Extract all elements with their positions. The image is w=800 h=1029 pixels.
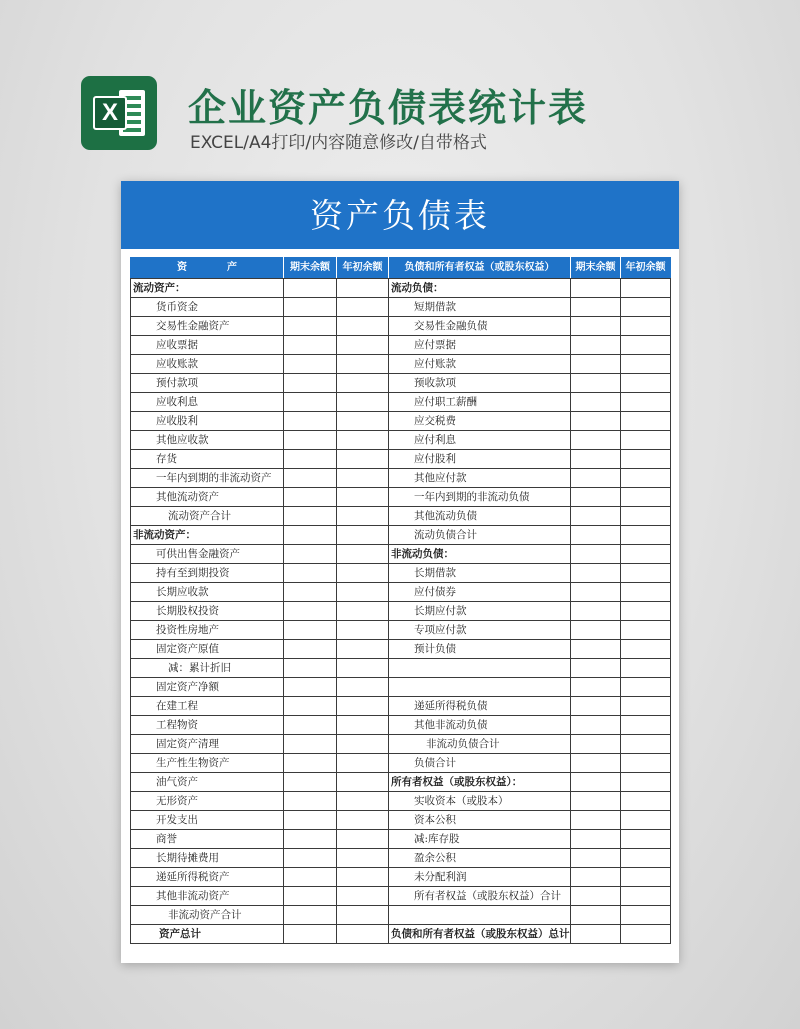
liability-opening-balance-cell[interactable]: [621, 545, 671, 564]
asset-ending-balance-cell[interactable]: [284, 754, 337, 773]
table-row: [131, 697, 671, 716]
table-row: [131, 811, 671, 830]
liability-item-cell[interactable]: 非流动负债：: [389, 545, 571, 564]
liability-opening-balance-cell[interactable]: [621, 526, 671, 545]
table-row: [131, 279, 671, 298]
asset-opening-balance-cell[interactable]: [337, 697, 389, 716]
liability-item-cell[interactable]: 减:库存股: [389, 830, 571, 849]
liability-ending-balance-cell[interactable]: [571, 659, 621, 678]
asset-opening-balance-cell[interactable]: [337, 507, 389, 526]
asset-opening-balance-cell[interactable]: [337, 336, 389, 355]
liability-opening-balance-cell[interactable]: [621, 925, 671, 944]
liability-ending-balance-cell[interactable]: [571, 488, 621, 507]
asset-ending-balance-cell[interactable]: [284, 602, 337, 621]
asset-opening-balance-cell[interactable]: [337, 811, 389, 830]
liability-opening-balance-cell[interactable]: [621, 507, 671, 526]
asset-item-cell[interactable]: 其他非流动资产: [131, 887, 284, 906]
table-row: [131, 773, 671, 792]
table-row: [131, 792, 671, 811]
table-row: [131, 678, 671, 697]
liability-opening-balance-cell[interactable]: [621, 906, 671, 925]
liability-ending-balance-cell[interactable]: [571, 602, 621, 621]
asset-opening-balance-cell[interactable]: [337, 545, 389, 564]
liability-item-cell[interactable]: 交易性金融负债: [389, 317, 571, 336]
table-row: [131, 716, 671, 735]
asset-ending-balance-cell[interactable]: [284, 564, 337, 583]
sheet-title: 资产负债表: [121, 181, 679, 249]
liability-ending-balance-cell[interactable]: [571, 564, 621, 583]
asset-opening-balance-cell[interactable]: [337, 754, 389, 773]
liability-ending-balance-cell[interactable]: [571, 887, 621, 906]
liability-item-cell[interactable]: 应付股利: [389, 450, 571, 469]
liability-item-cell[interactable]: 递延所得税负债: [389, 697, 571, 716]
liability-opening-balance-cell[interactable]: [621, 697, 671, 716]
liability-item-cell[interactable]: [389, 678, 571, 697]
asset-opening-balance-cell[interactable]: [337, 678, 389, 697]
liability-ending-balance-cell[interactable]: [571, 336, 621, 355]
asset-opening-balance-cell[interactable]: [337, 925, 389, 944]
liability-item-cell[interactable]: 专项应付款: [389, 621, 571, 640]
liability-ending-balance-cell[interactable]: [571, 906, 621, 925]
liability-ending-balance-cell[interactable]: [571, 507, 621, 526]
asset-ending-balance-cell[interactable]: [284, 735, 337, 754]
liability-ending-balance-cell[interactable]: [571, 298, 621, 317]
asset-ending-balance-cell[interactable]: [284, 374, 337, 393]
table-row: [131, 431, 671, 450]
liability-ending-balance-cell[interactable]: [571, 393, 621, 412]
excel-icon: [81, 76, 157, 150]
asset-ending-balance-cell[interactable]: [284, 792, 337, 811]
asset-opening-balance-cell[interactable]: [337, 887, 389, 906]
asset-ending-balance-cell[interactable]: [284, 621, 337, 640]
table-row: [131, 450, 671, 469]
liability-opening-balance-cell[interactable]: [621, 773, 671, 792]
header-ending-balance: 期末余额: [284, 258, 337, 279]
liability-ending-balance-cell[interactable]: [571, 355, 621, 374]
liability-ending-balance-cell[interactable]: [571, 583, 621, 602]
asset-item-cell[interactable]: 非流动资产合计: [131, 906, 284, 925]
liability-item-cell[interactable]: 预计负债: [389, 640, 571, 659]
liability-ending-balance-cell[interactable]: [571, 697, 621, 716]
liability-ending-balance-cell[interactable]: [571, 374, 621, 393]
asset-opening-balance-cell[interactable]: [337, 659, 389, 678]
table-row: [131, 412, 671, 431]
liability-opening-balance-cell[interactable]: [621, 792, 671, 811]
asset-ending-balance-cell[interactable]: [284, 906, 337, 925]
asset-opening-balance-cell[interactable]: [337, 317, 389, 336]
page-subtitle: EXCEL/A4打印/内容随意修改/自带格式: [190, 133, 487, 153]
liability-opening-balance-cell[interactable]: [621, 678, 671, 697]
liability-ending-balance-cell[interactable]: [571, 640, 621, 659]
liability-ending-balance-cell[interactable]: [571, 526, 621, 545]
asset-item-cell[interactable]: 存货: [131, 450, 284, 469]
liability-item-cell[interactable]: 一年内到期的非流动负债: [389, 488, 571, 507]
asset-item-cell[interactable]: 油气资产: [131, 773, 284, 792]
liability-item-cell[interactable]: 应付利息: [389, 431, 571, 450]
header-opening-balance-2: 年初余额: [621, 258, 671, 279]
asset-ending-balance-cell[interactable]: [284, 412, 337, 431]
liability-item-cell[interactable]: 长期借款: [389, 564, 571, 583]
asset-ending-balance-cell[interactable]: [284, 811, 337, 830]
asset-item-cell[interactable]: 长期股权投资: [131, 602, 284, 621]
liability-item-cell[interactable]: 应付债券: [389, 583, 571, 602]
liability-item-cell[interactable]: 所有者权益（或股东权益）合计: [389, 887, 571, 906]
liability-opening-balance-cell[interactable]: [621, 488, 671, 507]
table-row: [131, 526, 671, 545]
liability-item-cell[interactable]: 短期借款: [389, 298, 571, 317]
asset-ending-balance-cell[interactable]: [284, 849, 337, 868]
table-row: [131, 640, 671, 659]
liability-item-cell[interactable]: 负债合计: [389, 754, 571, 773]
asset-opening-balance-cell[interactable]: [337, 298, 389, 317]
liability-item-cell[interactable]: 应付票据: [389, 336, 571, 355]
asset-ending-balance-cell[interactable]: [284, 583, 337, 602]
asset-item-cell[interactable]: 持有至到期投资: [131, 564, 284, 583]
liability-opening-balance-cell[interactable]: [621, 754, 671, 773]
asset-ending-balance-cell[interactable]: [284, 925, 337, 944]
asset-item-cell[interactable]: 流动资产合计: [131, 507, 284, 526]
asset-ending-balance-cell[interactable]: [284, 659, 337, 678]
table-row: [131, 317, 671, 336]
asset-ending-balance-cell[interactable]: [284, 431, 337, 450]
asset-ending-balance-cell[interactable]: [284, 355, 337, 374]
asset-ending-balance-cell[interactable]: [284, 279, 337, 298]
liability-opening-balance-cell[interactable]: [621, 336, 671, 355]
liability-opening-balance-cell[interactable]: [621, 830, 671, 849]
liability-opening-balance-cell[interactable]: [621, 431, 671, 450]
liability-ending-balance-cell[interactable]: [571, 431, 621, 450]
table-row: [131, 374, 671, 393]
liability-item-cell[interactable]: 未分配利润: [389, 868, 571, 887]
asset-item-cell[interactable]: 应收账款: [131, 355, 284, 374]
liability-item-cell[interactable]: 长期应付款: [389, 602, 571, 621]
asset-opening-balance-cell[interactable]: [337, 640, 389, 659]
liability-ending-balance-cell[interactable]: [571, 792, 621, 811]
asset-item-cell[interactable]: 固定资产净额: [131, 678, 284, 697]
table-row: [131, 564, 671, 583]
liability-ending-balance-cell[interactable]: [571, 811, 621, 830]
asset-item-cell[interactable]: 长期应收款: [131, 583, 284, 602]
asset-item-cell[interactable]: 流动资产：: [131, 279, 284, 298]
header-ending-balance-2: 期末余额: [571, 258, 621, 279]
asset-item-cell[interactable]: 固定资产原值: [131, 640, 284, 659]
asset-ending-balance-cell[interactable]: [284, 887, 337, 906]
table-row: [131, 355, 671, 374]
asset-opening-balance-cell[interactable]: [337, 469, 389, 488]
liability-opening-balance-cell[interactable]: [621, 811, 671, 830]
asset-ending-balance-cell[interactable]: [284, 678, 337, 697]
asset-opening-balance-cell[interactable]: [337, 564, 389, 583]
asset-opening-balance-cell[interactable]: [337, 621, 389, 640]
liability-item-cell[interactable]: 应付职工薪酬: [389, 393, 571, 412]
asset-opening-balance-cell[interactable]: [337, 526, 389, 545]
asset-ending-balance-cell[interactable]: [284, 640, 337, 659]
liability-opening-balance-cell[interactable]: [621, 469, 671, 488]
asset-item-cell[interactable]: 开发支出: [131, 811, 284, 830]
asset-ending-balance-cell[interactable]: [284, 298, 337, 317]
liability-item-cell[interactable]: 非流动负债合计: [389, 735, 571, 754]
liability-opening-balance-cell[interactable]: [621, 735, 671, 754]
asset-item-cell[interactable]: 生产性生物资产: [131, 754, 284, 773]
table-row: [131, 906, 671, 925]
table-row: [131, 887, 671, 906]
liability-item-cell[interactable]: [389, 659, 571, 678]
asset-opening-balance-cell[interactable]: [337, 488, 389, 507]
liability-opening-balance-cell[interactable]: [621, 602, 671, 621]
table-row: [131, 735, 671, 754]
asset-opening-balance-cell[interactable]: [337, 450, 389, 469]
asset-item-cell[interactable]: 交易性金融资产: [131, 317, 284, 336]
page-title: 企业资产负债表统计表: [188, 86, 589, 130]
asset-opening-balance-cell[interactable]: [337, 431, 389, 450]
liability-item-cell[interactable]: 其他应付款: [389, 469, 571, 488]
liability-opening-balance-cell[interactable]: [621, 393, 671, 412]
table-row: [131, 583, 671, 602]
table-row: [131, 925, 671, 944]
liability-ending-balance-cell[interactable]: [571, 849, 621, 868]
asset-opening-balance-cell[interactable]: [337, 602, 389, 621]
table-row: [131, 336, 671, 355]
liability-item-cell[interactable]: 资本公积: [389, 811, 571, 830]
liability-opening-balance-cell[interactable]: [621, 317, 671, 336]
asset-opening-balance-cell[interactable]: [337, 393, 389, 412]
table-row: [131, 849, 671, 868]
asset-item-cell[interactable]: 应收票据: [131, 336, 284, 355]
asset-opening-balance-cell[interactable]: [337, 716, 389, 735]
asset-item-cell[interactable]: 固定资产清理: [131, 735, 284, 754]
table-row: [131, 298, 671, 317]
asset-item-cell[interactable]: 商誉: [131, 830, 284, 849]
asset-item-cell[interactable]: 应收利息: [131, 393, 284, 412]
liability-opening-balance-cell[interactable]: [621, 564, 671, 583]
asset-opening-balance-cell[interactable]: [337, 849, 389, 868]
liability-opening-balance-cell[interactable]: [621, 849, 671, 868]
asset-item-cell[interactable]: 预付款项: [131, 374, 284, 393]
asset-opening-balance-cell[interactable]: [337, 374, 389, 393]
table-row: [131, 602, 671, 621]
liability-ending-balance-cell[interactable]: [571, 469, 621, 488]
liability-ending-balance-cell[interactable]: [571, 773, 621, 792]
asset-opening-balance-cell[interactable]: [337, 583, 389, 602]
asset-ending-balance-cell[interactable]: [284, 830, 337, 849]
liability-ending-balance-cell[interactable]: [571, 716, 621, 735]
liability-ending-balance-cell[interactable]: [571, 621, 621, 640]
table-row: [131, 469, 671, 488]
asset-ending-balance-cell[interactable]: [284, 697, 337, 716]
liability-item-cell[interactable]: 盈余公积: [389, 849, 571, 868]
asset-ending-balance-cell[interactable]: [284, 317, 337, 336]
balance-sheet-table: [130, 257, 671, 944]
liability-opening-balance-cell[interactable]: [621, 621, 671, 640]
asset-ending-balance-cell[interactable]: [284, 336, 337, 355]
asset-ending-balance-cell[interactable]: [284, 773, 337, 792]
asset-item-cell[interactable]: 在建工程: [131, 697, 284, 716]
liability-item-cell[interactable]: 实收资本（或股本）: [389, 792, 571, 811]
asset-ending-balance-cell[interactable]: [284, 488, 337, 507]
table-row: [131, 754, 671, 773]
liability-opening-balance-cell[interactable]: [621, 355, 671, 374]
liability-opening-balance-cell[interactable]: [621, 887, 671, 906]
liability-opening-balance-cell[interactable]: [621, 716, 671, 735]
liability-item-cell[interactable]: 流动负债合计: [389, 526, 571, 545]
asset-opening-balance-cell[interactable]: [337, 735, 389, 754]
asset-opening-balance-cell[interactable]: [337, 773, 389, 792]
liability-item-cell[interactable]: 负债和所有者权益（或股东权益）总计: [389, 925, 571, 944]
liability-ending-balance-cell[interactable]: [571, 279, 621, 298]
header-opening-balance: 年初余额: [337, 258, 389, 279]
asset-ending-balance-cell[interactable]: [284, 868, 337, 887]
asset-item-cell[interactable]: 减：累计折旧: [131, 659, 284, 678]
liability-ending-balance-cell[interactable]: [571, 317, 621, 336]
asset-opening-balance-cell[interactable]: [337, 868, 389, 887]
asset-opening-balance-cell[interactable]: [337, 792, 389, 811]
asset-item-cell[interactable]: 长期待摊费用: [131, 849, 284, 868]
asset-item-cell[interactable]: 其他流动资产: [131, 488, 284, 507]
liability-ending-balance-cell[interactable]: [571, 830, 621, 849]
asset-item-cell[interactable]: 货币资金: [131, 298, 284, 317]
table-header-row: [131, 258, 671, 279]
excel-x-letter: X: [93, 96, 127, 130]
asset-ending-balance-cell[interactable]: [284, 526, 337, 545]
header-assets: 资 产: [131, 258, 284, 279]
liability-ending-balance-cell[interactable]: [571, 412, 621, 431]
asset-opening-balance-cell[interactable]: [337, 279, 389, 298]
header-liabilities-equity: 负债和所有者权益（或股东权益）: [389, 258, 571, 279]
liability-item-cell[interactable]: 流动负债：: [389, 279, 571, 298]
liability-ending-balance-cell[interactable]: [571, 678, 621, 697]
liability-item-cell[interactable]: 应付账款: [389, 355, 571, 374]
liability-ending-balance-cell[interactable]: [571, 868, 621, 887]
asset-ending-balance-cell[interactable]: [284, 545, 337, 564]
table-row: [131, 545, 671, 564]
liability-opening-balance-cell[interactable]: [621, 450, 671, 469]
asset-item-cell[interactable]: 非流动资产：: [131, 526, 284, 545]
asset-ending-balance-cell[interactable]: [284, 393, 337, 412]
spreadsheet-preview: [121, 181, 679, 963]
liability-ending-balance-cell[interactable]: [571, 545, 621, 564]
liability-opening-balance-cell[interactable]: [621, 640, 671, 659]
liability-item-cell[interactable]: 所有者权益（或股东权益）：: [389, 773, 571, 792]
asset-ending-balance-cell[interactable]: [284, 450, 337, 469]
asset-item-cell[interactable]: 工程物资: [131, 716, 284, 735]
asset-item-cell[interactable]: 一年内到期的非流动资产: [131, 469, 284, 488]
liability-opening-balance-cell[interactable]: [621, 868, 671, 887]
asset-opening-balance-cell[interactable]: [337, 906, 389, 925]
liability-ending-balance-cell[interactable]: [571, 735, 621, 754]
asset-item-cell[interactable]: 应收股利: [131, 412, 284, 431]
asset-ending-balance-cell[interactable]: [284, 507, 337, 526]
table-row: [131, 659, 671, 678]
asset-item-cell[interactable]: 递延所得税资产: [131, 868, 284, 887]
liability-ending-balance-cell[interactable]: [571, 450, 621, 469]
table-row: [131, 830, 671, 849]
asset-opening-balance-cell[interactable]: [337, 412, 389, 431]
table-row: [131, 507, 671, 526]
asset-item-cell[interactable]: 可供出售金融资产: [131, 545, 284, 564]
asset-ending-balance-cell[interactable]: [284, 469, 337, 488]
asset-item-cell[interactable]: 无形资产: [131, 792, 284, 811]
liability-opening-balance-cell[interactable]: [621, 583, 671, 602]
liability-opening-balance-cell[interactable]: [621, 298, 671, 317]
table-row: [131, 868, 671, 887]
liability-item-cell[interactable]: 预收款项: [389, 374, 571, 393]
asset-item-cell[interactable]: 其他应收款: [131, 431, 284, 450]
asset-opening-balance-cell[interactable]: [337, 355, 389, 374]
liability-opening-balance-cell[interactable]: [621, 374, 671, 393]
liability-ending-balance-cell[interactable]: [571, 754, 621, 773]
asset-item-cell[interactable]: 资产总计: [131, 925, 284, 944]
table-row: [131, 488, 671, 507]
table-row: [131, 393, 671, 412]
liability-opening-balance-cell[interactable]: [621, 412, 671, 431]
liability-opening-balance-cell[interactable]: [621, 659, 671, 678]
liability-item-cell[interactable]: 应交税费: [389, 412, 571, 431]
liability-ending-balance-cell[interactable]: [571, 925, 621, 944]
liability-item-cell[interactable]: 其他流动负债: [389, 507, 571, 526]
asset-item-cell[interactable]: 投资性房地产: [131, 621, 284, 640]
liability-opening-balance-cell[interactable]: [621, 279, 671, 298]
asset-opening-balance-cell[interactable]: [337, 830, 389, 849]
asset-ending-balance-cell[interactable]: [284, 716, 337, 735]
table-row: [131, 621, 671, 640]
liability-item-cell[interactable]: [389, 906, 571, 925]
liability-item-cell[interactable]: 其他非流动负债: [389, 716, 571, 735]
